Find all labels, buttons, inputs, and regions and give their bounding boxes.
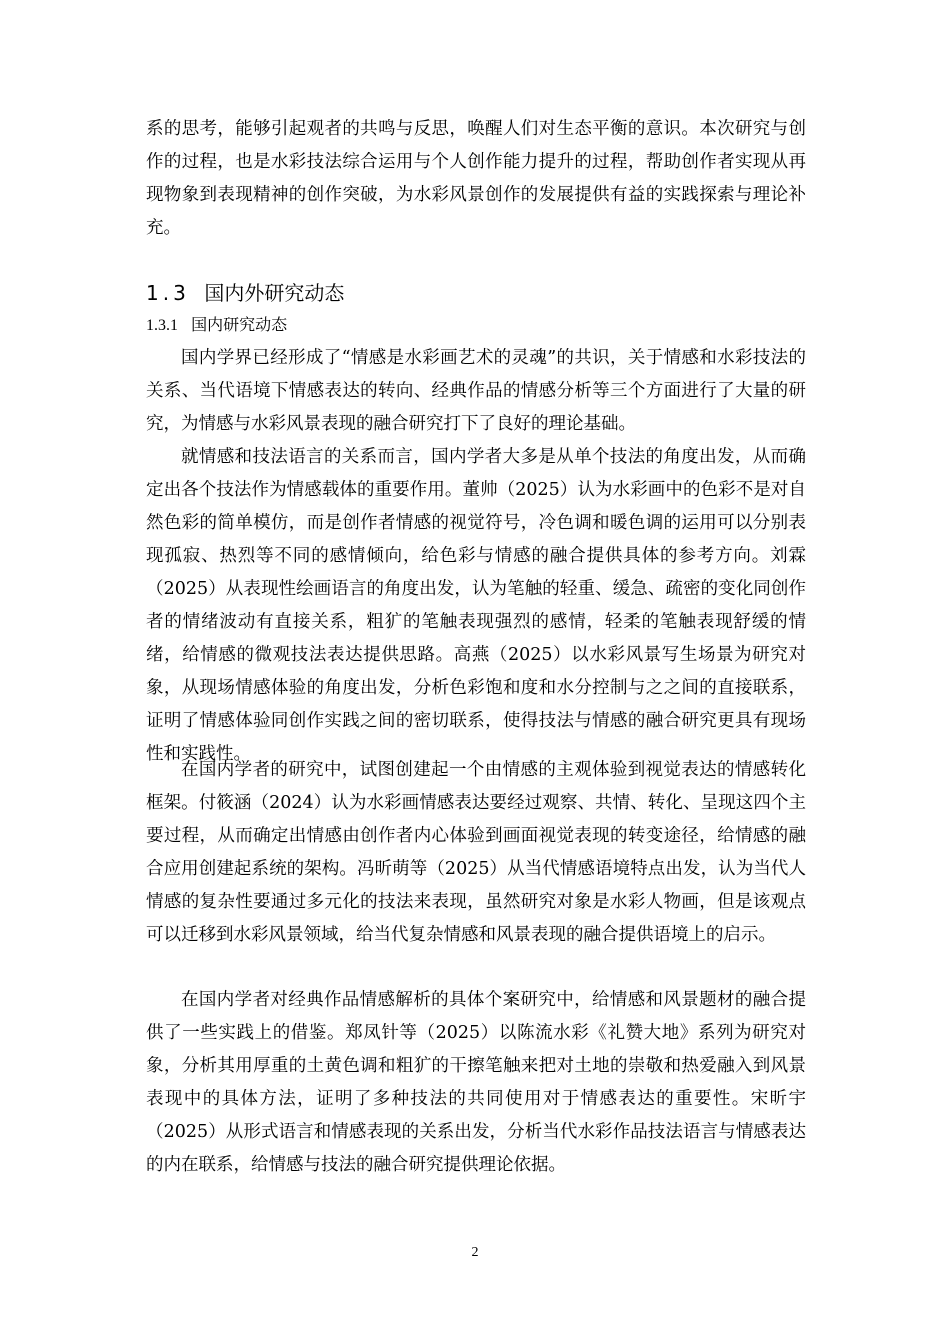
paragraph: 在国内学者的研究中，试图创建起一个由情感的主观体验到视觉表达的情感转化框架。付筱涵（2024）认为水彩画情感表达要经过观察、共情、转化、呈现这四个主要过程，从而确定出情感由创作者内心体验到画面视觉表现的转变途径，给情感的融合应用创建起系统的架构。冯昕萌等（2025）从当代情感语境特点出发，认为当代人情感的复杂性要通过多元化的技法来表现，虽然研究对象是水彩人物画，但是该观点可以迁移到水彩风景领域，给当代复杂情感和风景表现的融合提供语境上的启示。 [146, 760, 806, 945]
section-number: 1.3 [146, 281, 190, 305]
subsection-heading [146, 312, 287, 339]
paragraph: 在国内学者对经典作品情感解析的具体个案研究中，给情感和风景题材的融合提供了一些实践上的借鉴。郑凤针等（2025）以陈流水彩《礼赞大地》系列为研究对象，分析其用厚重的土黄色调和粗犷的干擦笔触来把对土地的崇敬和热爱融入到风景表现中的具体方法，证明了多种技法的共同使用对于情感表达的重要性。宋昕宇（2025）从形式语言和情感表现的关系出发，分析当代水彩作品技法语言与情感表达的内在联系，给情感与技法的融合研究提供理论依据。 [146, 990, 806, 1175]
paragraph: 国内学界已经形成了“情感是水彩画艺术的灵魂”的共识，关于情感和水彩技法的关系、当代语境下情感表达的转向、经典作品的情感分析等三个方面进行了大量的研究，为情感与水彩风景表现的融合研究打下了良好的理论基础。 [146, 348, 806, 434]
page-number: 2 [471, 1245, 479, 1260]
section-title: 国内外研究动态 [204, 281, 345, 305]
paragraph: 就情感和技法语言的关系而言，国内学者大多是从单个技法的角度出发，从而确定出各个技法作为情感载体的重要作用。董帅（2025）认为水彩画中的色彩不是对自然色彩的简单模仿，而是创作者情感的视觉符号，冷色调和暖色调的运用可以分别表现孤寂、热烈等不同的感情倾向，给色彩与情感的融合提供具体的参考方向。刘霖（2025）从表现性绘画语言的角度出发，认为笔触的轻重、缓急、疏密的变化同创作者的情绪波动有直接关系，粗犷的笔触表现强烈的感情，轻柔的笔触表现舒缓的情绪，给情感的微观技法表达提供思路。高燕（2025）以水彩风景写生场景为研究对象，从现场情感体验的角度出发，分析色彩饱和度和水分控制与之之间的直接联系，证明了情感体验同创作实践之间的密切联系，使得技法与情感的融合研究更具有现场性和实践性。 [146, 447, 806, 764]
intro-paragraph: 系的思考，能够引起观者的共鸣与反思，唤醒人们对生态平衡的意识。本次研究与创作的过程，也是水彩技法综合运用与个人创作能力提升的过程，帮助创作者实现从再现物象到表现精神的创作突破，为水彩风景创作的发展提供有益的实践探索与理论补充。 [146, 119, 806, 238]
section-heading [146, 278, 344, 308]
subsection-title: 国内研究动态 [191, 315, 288, 334]
subsection-number: 1.3.1 [146, 317, 178, 334]
